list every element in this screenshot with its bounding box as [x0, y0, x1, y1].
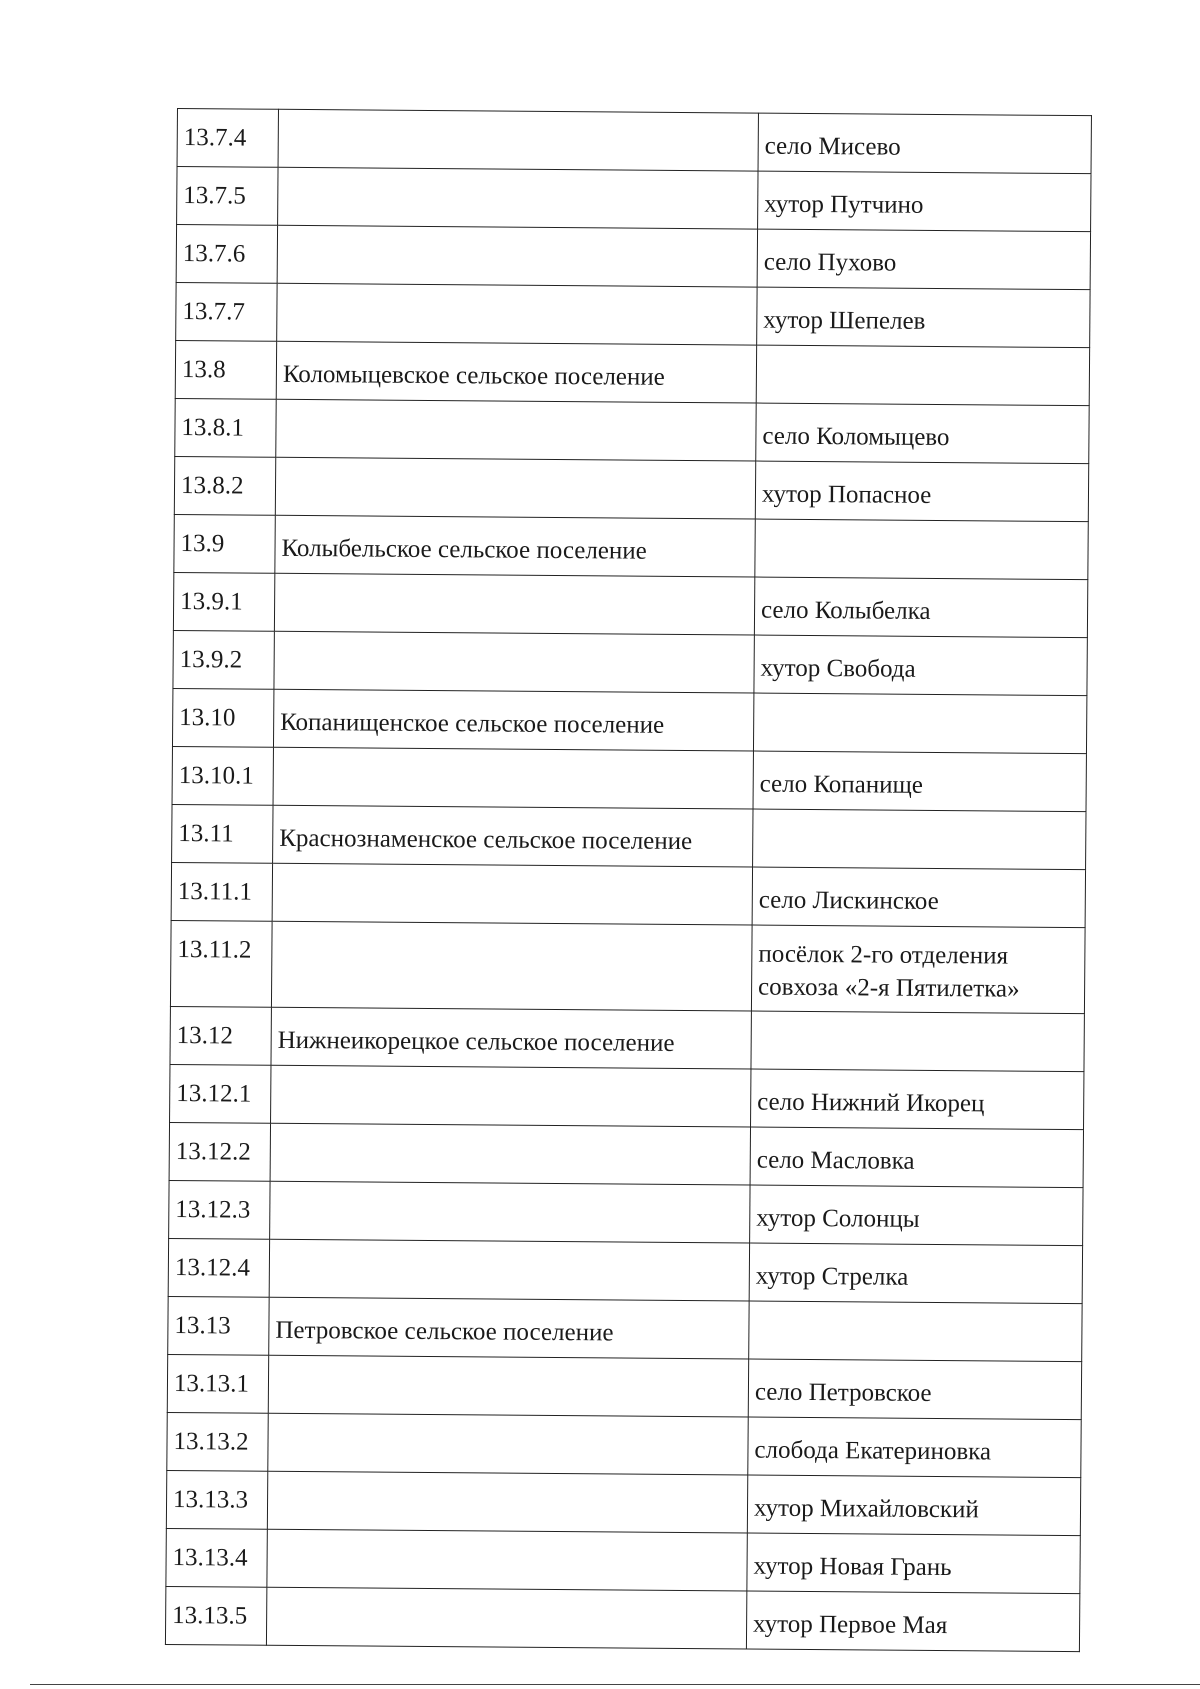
locality-name [749, 1301, 1082, 1362]
settlement-name [271, 921, 752, 1011]
locality-name: хутор Новая Грань [747, 1533, 1080, 1594]
settlement-name [274, 573, 754, 635]
locality-name: село Нижний Икорец [751, 1069, 1084, 1130]
settlement-name: Коломыцевское сельское поселение [276, 341, 756, 403]
locality-name: хутор Михайловский [747, 1475, 1080, 1536]
row-number: 13.10.1 [172, 746, 273, 805]
settlement-name: Нижнеикорецкое сельское поселение [271, 1007, 751, 1069]
settlement-name: Краснознаменское сельское поселение [273, 805, 753, 867]
settlement-name [266, 1587, 746, 1649]
locality-name: хутор Солонцы [750, 1185, 1083, 1246]
locality-name: хутор Путчино [758, 171, 1091, 232]
table-row [173, 630, 1087, 695]
settlement-name [273, 747, 753, 809]
locality-name [751, 1011, 1084, 1072]
locality-name: село Коломыцево [756, 403, 1089, 464]
row-number: 13.9.2 [173, 630, 274, 689]
settlement-name [277, 225, 757, 287]
locality-name: хутор Первое Мая [746, 1591, 1079, 1652]
row-number: 13.12.1 [170, 1064, 271, 1123]
table-row [169, 1122, 1083, 1187]
row-number: 13.12.4 [168, 1238, 269, 1297]
settlement-name: Копанищенское сельское поселение [273, 689, 753, 751]
locality-name: село Масловка [750, 1127, 1083, 1188]
table-row [170, 1006, 1084, 1071]
row-number: 13.13.2 [167, 1412, 268, 1471]
settlement-name [278, 167, 758, 229]
locality-name: хутор Свобода [754, 635, 1087, 696]
locality-name: посёлок 2-го отделения совхоза «2-я Пятилетка» [751, 925, 1085, 1014]
locality-name: хутор Стрелка [749, 1243, 1082, 1304]
table-row [173, 572, 1087, 637]
locality-name [753, 693, 1086, 754]
table-row [176, 225, 1090, 290]
settlement-name [272, 863, 752, 925]
table-row [174, 514, 1088, 579]
settlement-name [276, 399, 756, 461]
row-number: 13.7.5 [177, 167, 278, 226]
page-bottom-rule [30, 1684, 1200, 1685]
table-row [172, 688, 1086, 753]
table-row [176, 282, 1090, 347]
table-row [172, 746, 1086, 811]
row-number: 13.12 [170, 1006, 271, 1065]
settlement-name [271, 1065, 751, 1127]
locality-name: село Колыбелка [754, 577, 1087, 638]
table-row [169, 1180, 1083, 1245]
settlements-table-body [165, 109, 1091, 1652]
row-number: 13.9 [174, 514, 275, 573]
settlement-name [270, 1181, 750, 1243]
table-row [168, 1238, 1082, 1303]
row-number: 13.12.2 [169, 1122, 270, 1181]
locality-name: село Копанище [753, 751, 1086, 812]
locality-name: село Лискинское [752, 867, 1085, 928]
row-number: 13.11 [172, 804, 273, 863]
table-row [170, 920, 1085, 1013]
table-row [175, 340, 1089, 405]
settlement-name [275, 457, 755, 519]
row-number: 13.8.1 [175, 398, 276, 457]
settlement-name: Колыбельское сельское поселение [275, 515, 755, 577]
locality-name: село Петровское [748, 1359, 1081, 1420]
row-number: 13.7.4 [177, 109, 278, 168]
row-number: 13.9.1 [173, 572, 274, 631]
locality-name [753, 809, 1086, 870]
locality-name: хутор Шепелев [757, 287, 1090, 348]
locality-name: хутор Попасное [755, 461, 1088, 522]
table-row [170, 1064, 1084, 1129]
locality-name [755, 519, 1088, 580]
row-number: 13.10 [172, 688, 273, 747]
table-row [177, 109, 1091, 174]
settlement-name [268, 1413, 748, 1475]
table-row [167, 1412, 1081, 1477]
table-row [174, 456, 1088, 521]
settlement-name: Петровское сельское поселение [269, 1297, 749, 1359]
settlement-name [274, 631, 754, 693]
table-row [168, 1296, 1082, 1361]
row-number: 13.13.1 [167, 1354, 268, 1413]
table-row [177, 167, 1091, 232]
table-row [175, 398, 1089, 463]
table-row [166, 1470, 1080, 1535]
row-number: 13.8.2 [174, 456, 275, 515]
table-row [172, 804, 1086, 869]
settlement-name [267, 1529, 747, 1591]
row-number: 13.13 [168, 1296, 269, 1355]
settlement-name [270, 1123, 750, 1185]
table-row [167, 1354, 1081, 1419]
table-row [171, 862, 1085, 927]
table-row [165, 1586, 1079, 1651]
locality-name: село Мисево [758, 113, 1091, 174]
settlement-name [267, 1471, 747, 1533]
row-number: 13.13.3 [166, 1470, 267, 1529]
row-number: 13.13.5 [165, 1586, 266, 1645]
locality-name: слобода Екатериновка [748, 1417, 1081, 1478]
settlement-name [269, 1239, 749, 1301]
row-number: 13.7.6 [176, 225, 277, 284]
row-number: 13.7.7 [176, 282, 277, 341]
settlement-name [268, 1355, 748, 1417]
row-number: 13.11.1 [171, 862, 272, 921]
locality-name: село Пухово [757, 229, 1090, 290]
row-number: 13.11.2 [170, 920, 272, 1007]
table-row [166, 1528, 1080, 1593]
settlement-name [277, 283, 757, 345]
row-number: 13.8 [175, 340, 276, 399]
row-number: 13.12.3 [169, 1180, 270, 1239]
settlement-name [278, 109, 758, 171]
row-number: 13.13.4 [166, 1528, 267, 1587]
settlements-table [165, 108, 1092, 1652]
locality-name [756, 345, 1089, 406]
